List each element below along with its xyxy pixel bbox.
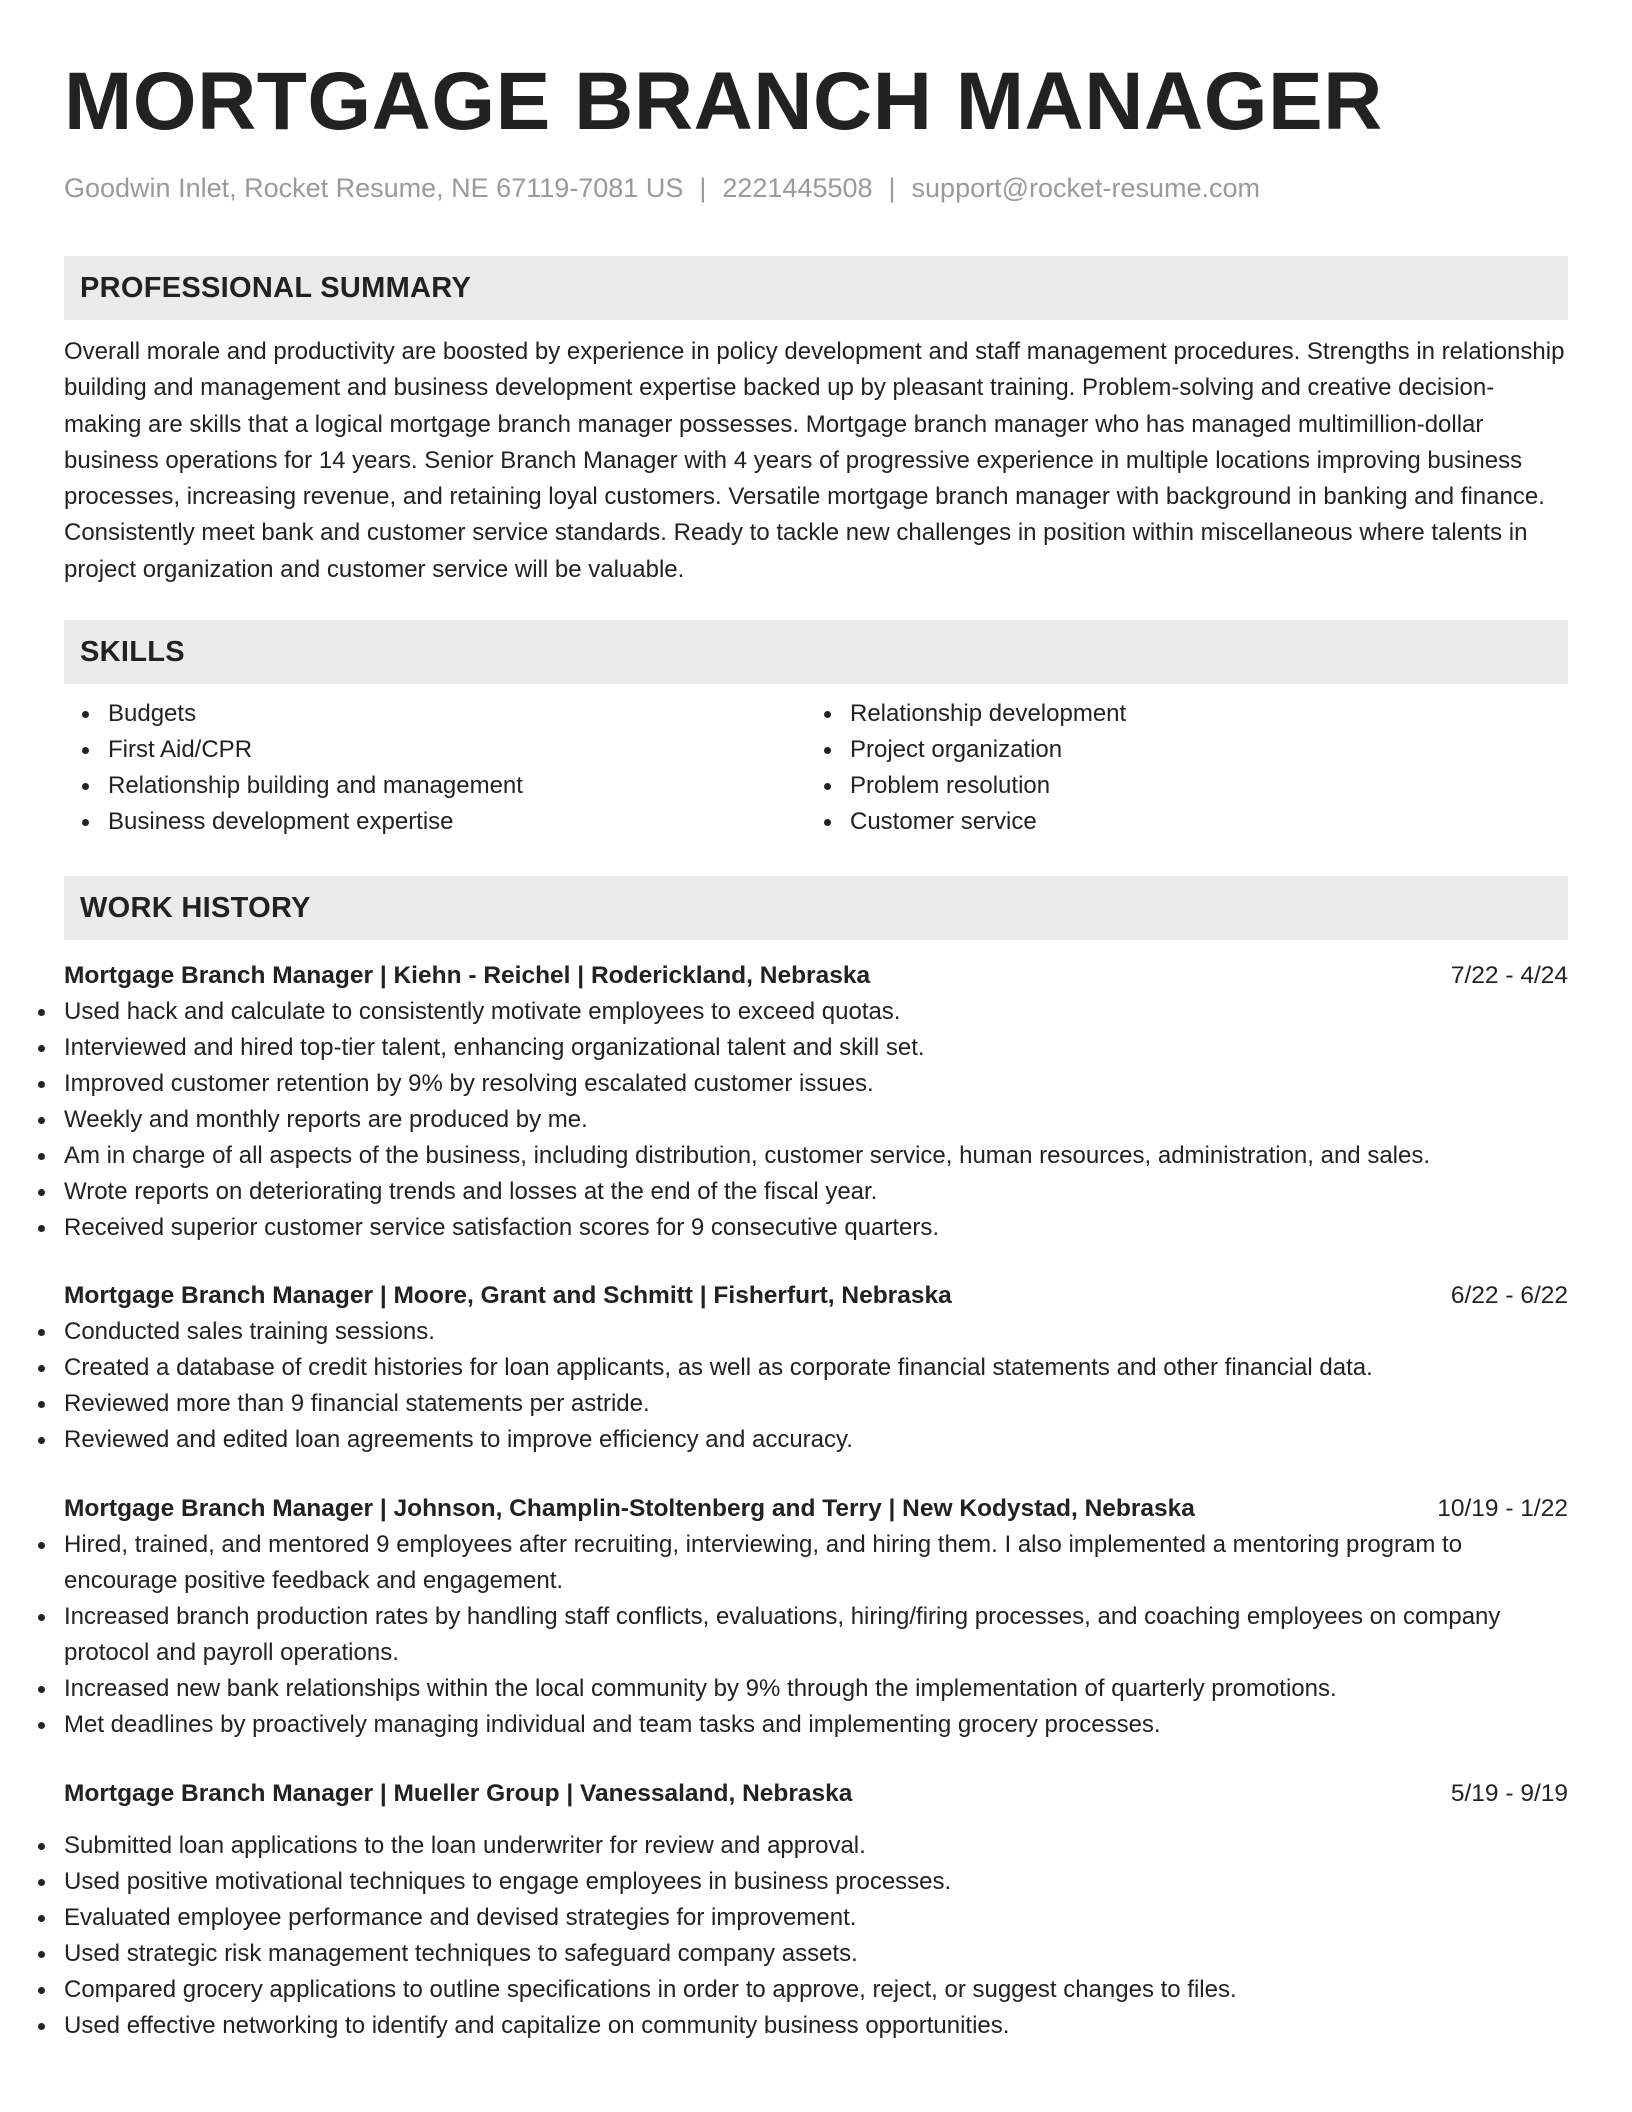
job-dates: 10/19 - 1/22 bbox=[1437, 1495, 1568, 1523]
job-bullet: Used strategic risk management techniques to safeguard company assets. bbox=[64, 1936, 1568, 1972]
skill-item: Customer service bbox=[850, 804, 1548, 840]
job-dates: 5/19 - 9/19 bbox=[1450, 1780, 1568, 1808]
skills-section-header: SKILLS bbox=[64, 620, 1568, 684]
contact-line bbox=[64, 170, 1568, 206]
job-bullet: Reviewed and edited loan agreements to improve efficiency and accuracy. bbox=[64, 1422, 1568, 1458]
job-bullet: Met deadlines by proactively managing individual and team tasks and implementing grocery processes. bbox=[64, 1707, 1568, 1743]
job-bullet: Increased branch production rates by handling staff conflicts, evaluations, hiring/firing processes, and coaching employees on company protocol and payroll operations. bbox=[64, 1599, 1568, 1671]
job-bullet: Conducted sales training sessions. bbox=[64, 1314, 1568, 1350]
job-heading-row bbox=[64, 1776, 1568, 1812]
job-heading: Mortgage Branch Manager | Johnson, Champlin-Stoltenberg and Terry | New Kodystad, Nebraska bbox=[64, 1495, 1195, 1523]
job-bullet: Hired, trained, and mentored 9 employees after recruiting, interviewing, and hiring them. I also implemented a mentoring program to encourage positive feedback and engagement. bbox=[64, 1527, 1568, 1599]
job-bullet: Submitted loan applications to the loan underwriter for review and approval. bbox=[64, 1828, 1568, 1864]
summary-section-header: PROFESSIONAL SUMMARY bbox=[64, 256, 1568, 320]
skills-column-left bbox=[64, 696, 806, 840]
job-entry bbox=[64, 1278, 1568, 1458]
job-heading-row bbox=[64, 1278, 1568, 1314]
skill-item: Problem resolution bbox=[850, 768, 1548, 804]
job-bullet: Created a database of credit histories for loan applicants, as well as corporate financial statements and other financial data. bbox=[64, 1350, 1568, 1386]
skills-column-right bbox=[806, 696, 1548, 840]
job-entry bbox=[64, 1491, 1568, 1743]
contact-address: Goodwin Inlet, Rocket Resume, NE 67119-7081 US bbox=[64, 173, 684, 203]
job-bullet: Used hack and calculate to consistently motivate employees to exceed quotas. bbox=[64, 994, 1568, 1030]
job-bullet: Wrote reports on deteriorating trends and losses at the end of the fiscal year. bbox=[64, 1174, 1568, 1210]
job-bullet: Used positive motivational techniques to engage employees in business processes. bbox=[64, 1864, 1568, 1900]
job-heading-row bbox=[64, 958, 1568, 994]
job-bullet: Increased new bank relationships within the local community by 9% through the implementation of quarterly promotions. bbox=[64, 1671, 1568, 1707]
skill-item: Relationship development bbox=[850, 696, 1548, 732]
job-bullet-list bbox=[64, 1828, 1568, 2044]
job-bullet: Compared grocery applications to outline specifications in order to approve, reject, or suggest changes to files. bbox=[64, 1972, 1568, 2008]
contact-separator: | bbox=[888, 173, 896, 203]
job-heading: Mortgage Branch Manager | Kiehn - Reichel | Roderickland, Nebraska bbox=[64, 962, 871, 990]
job-bullet: Received superior customer service satisfaction scores for 9 consecutive quarters. bbox=[64, 1210, 1568, 1246]
job-bullet: Am in charge of all aspects of the business, including distribution, customer service, human resources, administration, and sales. bbox=[64, 1138, 1568, 1174]
job-bullet-list bbox=[64, 994, 1568, 1246]
candidate-name: MORTGAGE BRANCH MANAGER bbox=[64, 56, 1383, 147]
skill-item: First Aid/CPR bbox=[108, 732, 806, 768]
skill-item: Relationship building and management bbox=[108, 768, 806, 804]
work-history-section-header: WORK HISTORY bbox=[64, 876, 1568, 940]
job-dates: 7/22 - 4/24 bbox=[1450, 962, 1568, 990]
job-bullet: Used effective networking to identify and capitalize on community business opportunities. bbox=[64, 2008, 1568, 2044]
job-dates: 6/22 - 6/22 bbox=[1450, 1282, 1568, 1310]
contact-email[interactable]: support@rocket-resume.com bbox=[911, 173, 1261, 203]
skills-grid bbox=[64, 696, 1568, 840]
job-entry bbox=[64, 1776, 1568, 2044]
job-bullet: Improved customer retention by 9% by resolving escalated customer issues. bbox=[64, 1066, 1568, 1102]
job-bullet: Interviewed and hired top-tier talent, enhancing organizational talent and skill set. bbox=[64, 1030, 1568, 1066]
job-bullet: Reviewed more than 9 financial statements per astride. bbox=[64, 1386, 1568, 1422]
job-bullet-list bbox=[64, 1314, 1568, 1458]
summary-text: Overall morale and productivity are boosted by experience in policy development and staff management procedures. Strengths in relationship building and management and business development expertise backed up by pleasant training. Problem-solving and creative decision-making are skills that a logical mortgage branch manager possesses. Mortgage branch manager who has managed multimillion-dollar business operations for 14 years. Senior Branch Manager with 4 years of progressive experience in multiple locations improving business processes, increasing revenue, and retaining loyal customers. Versatile mortgage branch manager with background in banking and finance. Consistently meet bank and customer service standards. Ready to tackle new challenges in position within miscellaneous where talents in project organization and customer service will be valuable. bbox=[64, 338, 1565, 583]
job-bullet-list bbox=[64, 1527, 1568, 1743]
job-heading: Mortgage Branch Manager | Mueller Group | Vanessaland, Nebraska bbox=[64, 1780, 853, 1808]
job-entry bbox=[64, 958, 1568, 1246]
contact-phone: 2221445508 bbox=[722, 173, 873, 203]
skill-item: Project organization bbox=[850, 732, 1548, 768]
job-heading-row bbox=[64, 1491, 1568, 1527]
skill-item: Business development expertise bbox=[108, 804, 806, 840]
job-bullet: Evaluated employee performance and devised strategies for improvement. bbox=[64, 1900, 1568, 1936]
contact-separator: | bbox=[699, 173, 707, 203]
skill-item: Budgets bbox=[108, 696, 806, 732]
job-bullet: Weekly and monthly reports are produced by me. bbox=[64, 1102, 1568, 1138]
job-heading: Mortgage Branch Manager | Moore, Grant and Schmitt | Fisherfurt, Nebraska bbox=[64, 1282, 952, 1310]
